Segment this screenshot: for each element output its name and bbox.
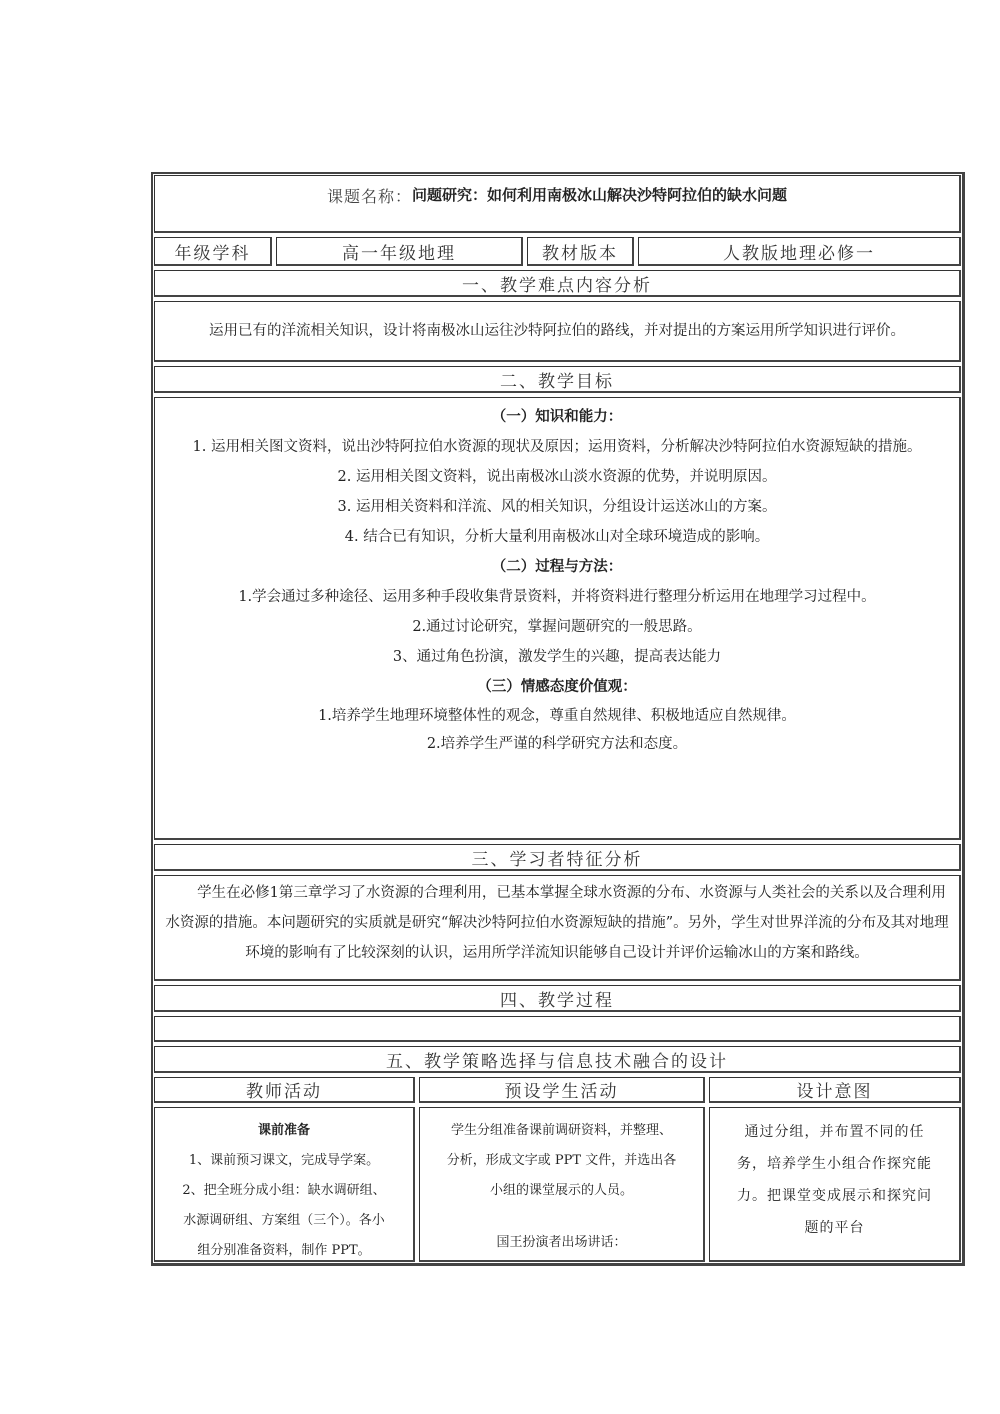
student-activity-line: 国王扮演者出场讲话： — [496, 1235, 627, 1250]
section3-heading: 三、学习者特征分析 — [154, 844, 961, 871]
section2-heading: 二、教学目标 — [154, 366, 961, 393]
objective-item: 1.培养学生地理环境整体性的观念，尊重自然规律、积极地适应自然规律。 — [318, 708, 796, 724]
section2-content — [154, 397, 961, 840]
title-label: 课题名称： — [326, 187, 412, 206]
section1-heading: 一、教学难点内容分析 — [154, 270, 961, 297]
textbook-value: 人教版地理必修一 — [638, 237, 961, 266]
grade-label: 年级学科 — [154, 237, 272, 266]
student-activity-line: 分析，形成文字或 PPT 文件，并选出各 — [446, 1153, 677, 1168]
design-intent-line: 题的平台 — [804, 1220, 865, 1236]
teacher-activity-line: 水源调研组、方案组（三个）。各小 — [183, 1213, 385, 1228]
teacher-activity-line: 组分别准备资料，制作 PPT。 — [197, 1243, 371, 1258]
student-activity-cell — [419, 1107, 705, 1262]
teacher-activity-line: 1、课前预习课文，完成导学案。 — [188, 1153, 380, 1168]
column-header-student: 预设学生活动 — [419, 1077, 705, 1103]
student-activity-line: 学生分组准备课前调研资料，并整理、 — [450, 1123, 672, 1138]
design-intent-line: 通过分组，并布置不同的任 — [744, 1124, 925, 1140]
objective-item: 2.通过讨论研究，掌握问题研究的一般思路。 — [412, 619, 702, 635]
section4-content — [154, 1016, 961, 1042]
teacher-activity-title: 课前准备 — [257, 1123, 310, 1138]
column-header-teacher: 教师活动 — [154, 1077, 415, 1103]
section1-content — [154, 301, 961, 362]
objective-item: 3. 运用相关资料和洋流、风的相关知识，分组设计运送冰山的方案。 — [337, 499, 777, 515]
objective-item: 1. 运用相关图文资料，说出沙特阿拉伯水资源的现状及原因；运用资料，分析解决沙特阿拉伯水资源短缺的措施。 — [192, 439, 922, 455]
lesson-plan-table — [151, 172, 965, 1266]
design-intent-cell — [709, 1107, 961, 1262]
section5-heading: 五、教学策略选择与信息技术融合的设计 — [154, 1046, 961, 1073]
objective-item: 2. 运用相关图文资料，说出南极冰山淡水资源的优势，并说明原因。 — [337, 469, 777, 485]
objective-item: 3、通过角色扮演，激发学生的兴趣，提高表达能力 — [392, 649, 722, 665]
student-activity-line: 小组的课堂展示的人员。 — [489, 1183, 633, 1198]
design-intent-line: 力。把课堂变成展示和探究问 — [737, 1188, 932, 1204]
teacher-activity-line: 2、把全班分成小组：缺水调研组、 — [182, 1183, 386, 1198]
grade-value: 高一年级地理 — [276, 237, 523, 266]
section1-text: 运用已有的洋流相关知识，设计将南极冰山运往沙特阿拉伯的路线，并对提出的方案运用所学知识进行评价。 — [209, 323, 905, 339]
objective-group-title: （一）知识和能力： — [491, 409, 623, 425]
objective-item: 4. 结合已有知识，分析大量利用南极冰山对全球环境造成的影响。 — [344, 529, 770, 545]
design-intent-line: 务，培养学生小组合作探究能 — [737, 1156, 932, 1172]
objective-item: 1.学会通过多种途径、运用多种手段收集背景资料，并将资料进行整理分析运用在地理学习过程中。 — [238, 589, 876, 605]
column-header-intent: 设计意图 — [709, 1077, 961, 1103]
title-value: 问题研究：如何利用南极冰山解决沙特阿拉伯的缺水问题 — [412, 186, 788, 204]
section3-content — [154, 875, 961, 981]
textbook-label: 教材版本 — [527, 237, 634, 266]
section4-heading: 四、教学过程 — [154, 985, 961, 1012]
section3-text: 学生在必修1第三章学习了水资源的合理利用，已基本掌握全球水资源的分布、水资源与人类社会的关系以及合理利用水资源的措施。本问题研究的实质就是研究“解决沙特阿拉伯水资源短缺的措施”。另外，学生对世界洋流的分布及其对地理环境的影响有了比较深刻的认识，运用所学洋流知识能够自己设计并评价运输冰山的方案和路线。 — [165, 885, 949, 961]
title-cell — [154, 175, 961, 233]
objective-group-title: （二）过程与方法： — [491, 559, 623, 575]
objective-group-title: （三）情感态度价值观： — [477, 679, 637, 695]
teacher-activity-cell — [154, 1107, 415, 1262]
objective-item: 2.培养学生严谨的科学研究方法和态度。 — [426, 736, 688, 752]
